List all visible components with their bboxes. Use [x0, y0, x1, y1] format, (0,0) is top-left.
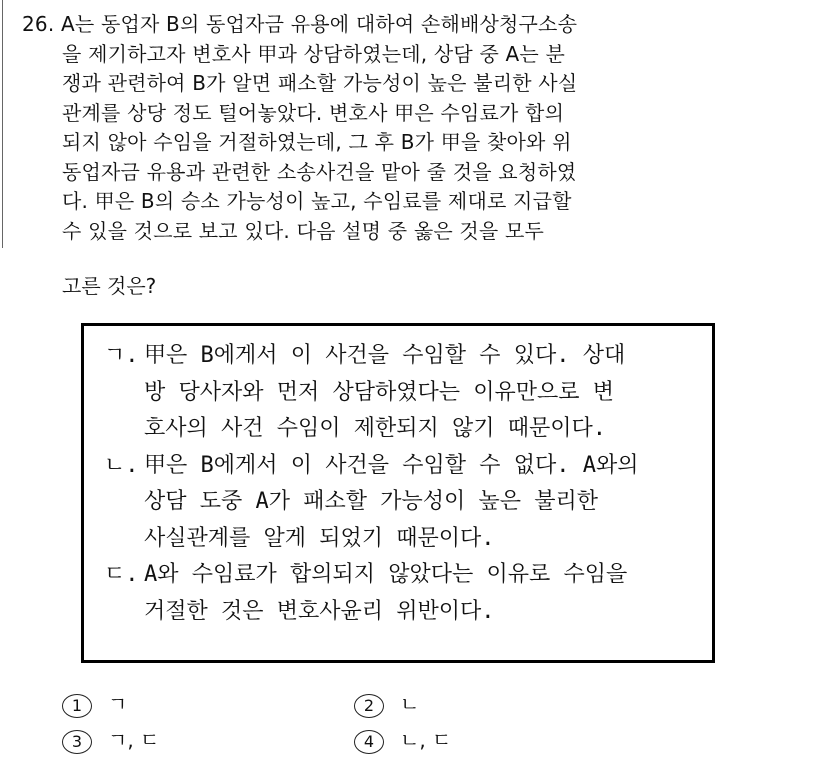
question-line-7: 다. 甲은 B의 승소 가능성이 높고, 수임료를 제대로 지급할 — [62, 189, 572, 213]
question-line-6: 동업자금 유용과 관련한 소송사건을 맡아 줄 것을 요청하였 — [62, 159, 577, 184]
question-line-8: 수 있을 것으로 보고 있다. 다음 설명 중 옳은 것을 모두 — [62, 218, 545, 243]
left-margin-rule — [2, 0, 3, 248]
choice-1-number: 1 — [62, 694, 92, 718]
choice-3-number: 3 — [62, 730, 92, 754]
statement-c-label: ㄷ. — [104, 562, 139, 587]
choice-2-number: 2 — [354, 694, 384, 718]
choice-2-text: ㄴ — [400, 692, 420, 716]
statement-a-line-1: ㄱ. 甲은 B에게서 이 사건을 수임할 수 있다. 상대 — [104, 338, 700, 375]
choice-1[interactable] — [62, 690, 127, 718]
statement-b-line-3: 사실관계를 알게 되었기 때문이다. — [144, 525, 495, 551]
choice-3[interactable] — [62, 726, 159, 754]
statement-b-line-2: 상담 도중 A가 패소할 가능성이 높은 불리한 — [144, 489, 599, 514]
question-line-5: 되지 않아 수임을 거절하였는데, 그 후 B가 甲을 찾아와 위 — [62, 130, 572, 154]
choice-2[interactable] — [354, 690, 419, 718]
statement-b-line-1: ㄴ. 甲은 B에게서 이 사건을 수임할 수 없다. A와의 — [104, 448, 700, 485]
question-line-1: 26. A는 동업자 B의 동업자금 유용에 대하여 손해배상청구소송 — [22, 12, 578, 36]
question-tail: 고른 것은? — [62, 274, 157, 298]
statement-a-line-2: 방 당사자와 먼저 상담하였다는 이유만으로 변 — [144, 379, 615, 405]
statement-b-label: ㄴ. — [104, 452, 139, 478]
statement-c-line-1: ㄷ. A와 수임료가 합의되지 않았다는 이유로 수임을 — [104, 557, 700, 594]
question-line-2: 을 제기하고자 변호사 甲과 상담하였는데, 상담 중 A는 분 — [62, 41, 566, 66]
question-line-4: 관계를 상당 정도 털어놓았다. 변호사 甲은 수임료가 합의 — [62, 100, 565, 125]
statements-box — [81, 323, 715, 663]
choice-4[interactable] — [354, 726, 451, 754]
statement-a-line-3: 호사의 사건 수임이 제한되지 않기 때문이다. — [144, 416, 607, 441]
choice-4-number: 4 — [354, 730, 384, 754]
question-number: 26. — [22, 12, 55, 36]
question-line-3: 쟁과 관련하여 B가 알면 패소할 가능성이 높은 불리한 사실 — [62, 71, 578, 95]
question-stem — [22, 10, 792, 246]
choice-4-text: ㄴ, ㄷ — [400, 728, 452, 752]
statement-c-line-2: 거절한 것은 변호사윤리 위반이다. — [144, 598, 495, 624]
statement-a-label: ㄱ. — [104, 343, 139, 368]
choice-1-text: ㄱ — [108, 692, 128, 716]
choice-3-text: ㄱ, ㄷ — [108, 728, 160, 752]
